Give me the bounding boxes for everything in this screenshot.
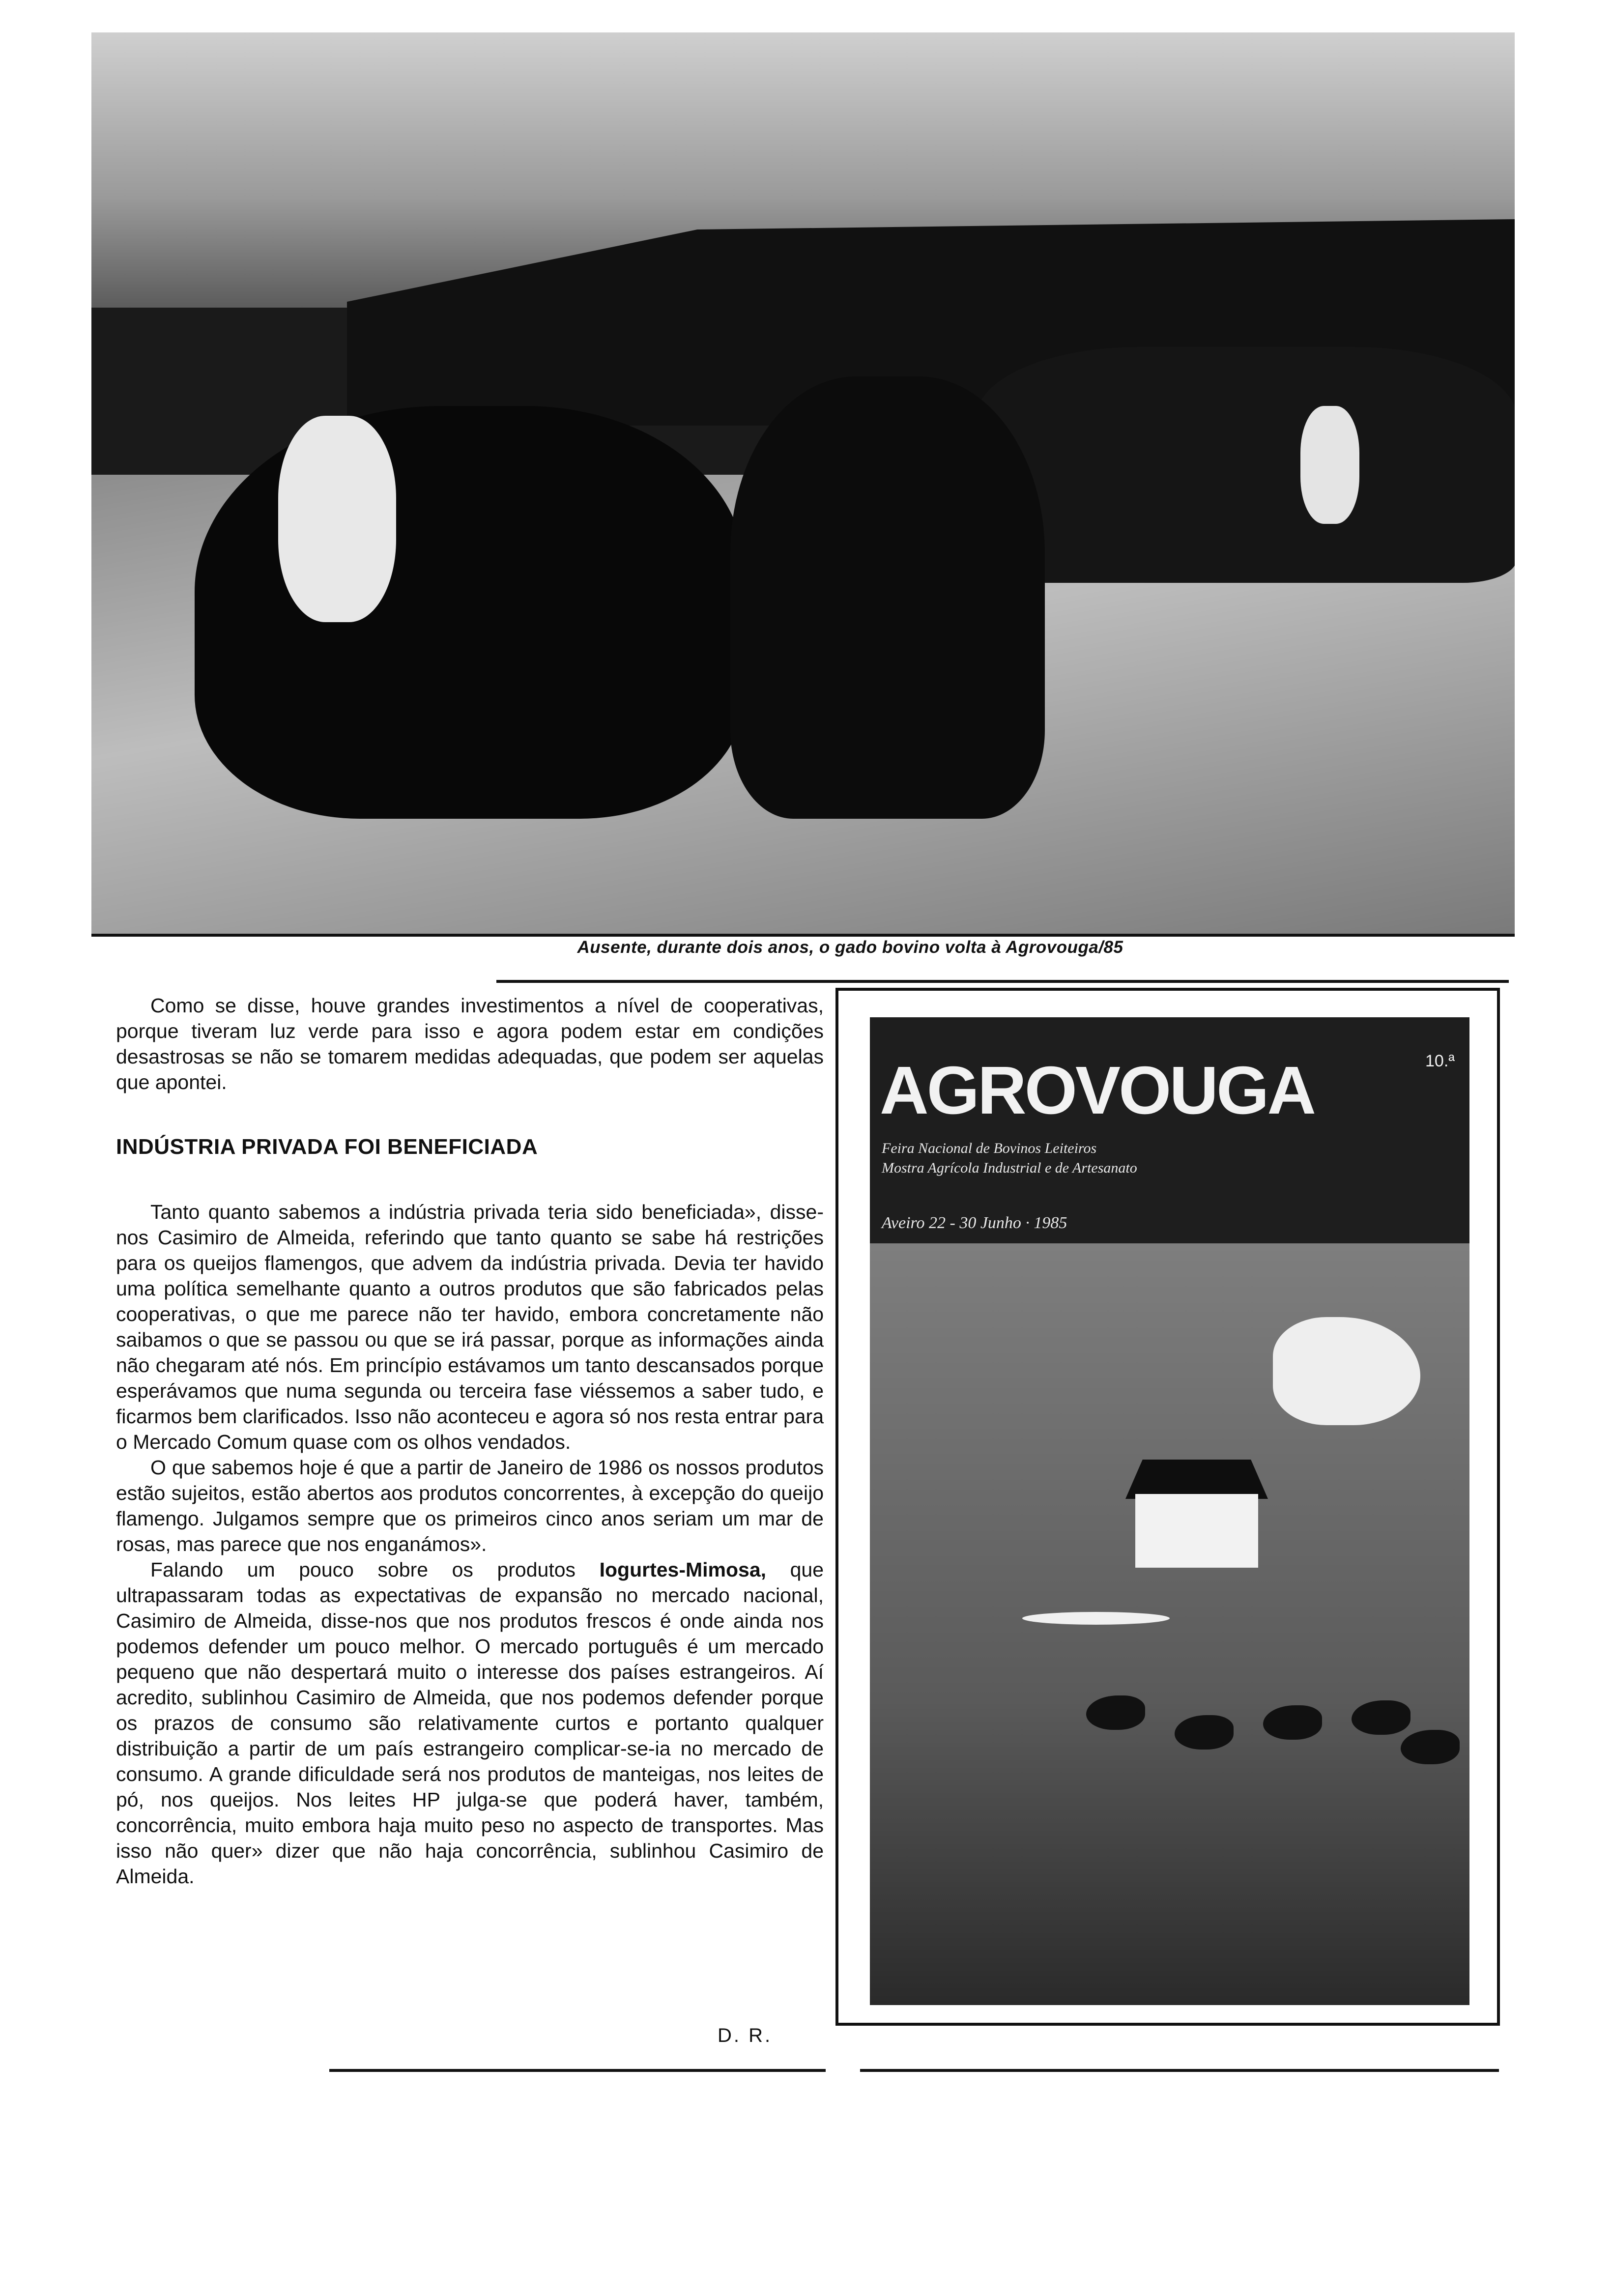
cattle-photo (91, 32, 1515, 937)
bird-icon (1263, 1705, 1322, 1740)
poster-subtitle-line-2: Mostra Agrícola Industrial e de Artesanato (882, 1160, 1137, 1176)
bird-icon (1175, 1715, 1234, 1750)
bottom-divider-right (860, 2069, 1499, 2072)
bird-icon (1352, 1700, 1410, 1735)
boat-illustration (1022, 1612, 1170, 1625)
article-paragraph-2: O que sabemos hoje é que a partir de Janeiro de 1986 os nossos produtos estão sujeitos, estão abertos aos produtos concorrentes, à excepção do queijo flamengo. Julgamos sempre que os primeiros cinco anos seriam um mar de rosas, mas parece que nos enganámos». (116, 1456, 824, 1555)
poster-subtitle-line-1: Feira Nacional de Bovinos Leiteiros (882, 1140, 1097, 1156)
photo-caption: Ausente, durante dois anos, o gado bovino volta à Agrovouga/85 (577, 938, 1123, 957)
house-roof (1125, 1460, 1268, 1499)
poster-title: AGROVOUGA (880, 1053, 1315, 1128)
poster-year: 1985 (1034, 1214, 1067, 1232)
agrovouga-poster (870, 1017, 1469, 2005)
poster-dates: Aveiro 22 - 30 Junho · 1985 (882, 1214, 1067, 1232)
caption-divider (496, 980, 1509, 983)
house-illustration (1135, 1494, 1258, 1568)
article-paragraph-1: Tanto quanto sabemos a indústria privada teria sido beneficiada», disse-nos Casimiro de Almeida, referindo que tanto quanto se sabe há restrições para os queijos flamengos, que advem da indústria privada. Devia ter havido uma política semelhante quanto a outros produtos que são fabricados pelas cooperativas, o que me parece não ter havido, embora concretamente não saibamos o que se passou ou que se irá passar, porque as informações ainda não chegaram até nós. Em princípio estávamos um tanto descansados porque esperávamos que numa segunda ou terceira fase viéssemos a saber tudo, e ficarmos bem clarificados. Isso não aconteceu e agora só nos resta entrar para o Mercado Comum quase com os olhos vendados. (116, 1201, 824, 1453)
paragraph-3-start: Falando um pouco sobre os produtos (150, 1558, 600, 1581)
article-intro: Como se disse, houve grandes investimentos a nível de cooperativas, porque tiveram luz verde para isso e agora podem estar em condições desastrosas se não se tomarem medidas adequadas, que podem ser aquelas que apontei. (116, 994, 824, 1093)
author-initials: D. R. (718, 2025, 773, 2046)
bird-icon (1086, 1695, 1145, 1730)
article-paragraph-3 (116, 1557, 824, 1889)
product-name: Iogurtes-Mimosa, (599, 1558, 767, 1581)
section-heading: INDÚSTRIA PRIVADA FOI BENEFICIADA (116, 1135, 538, 1159)
bottom-divider-left (329, 2069, 826, 2072)
poster-edition: 10.ª (1425, 1052, 1455, 1070)
poster-date-range: Aveiro 22 - 30 Junho (882, 1214, 1021, 1232)
bird-icon (1401, 1730, 1460, 1764)
article-body (116, 993, 824, 1889)
paragraph-3-end: que ultrapassaram todas as expectativas de expansão no mercado nacional, Casimiro de Almeida, disse-nos que nos produtos frescos é onde ainda nos podemos defender um pouco melhor. O mercado português é um mercado pequeno que não despertará muito o interesse dos países estrangeiros. Aí acredito, sublinhou Casimiro de Almeida, que nos podemos defender porque os prazos de consumo são relativamente curtos e portanto qualquer distribuição a partir de um país estrangeiro complicar-se-ia no mercado de consumo. A grande dificuldade será nos produtos de manteigas, nos leites de pó, nos queijos. Nos leites HP julga-se que poderá haver, também, concorrência, muito embora haja muito peso no aspecto de transportes. Mas isso não quer» dizer que não haja concorrência, sublinhou Casimiro de Almeida. (116, 1558, 824, 1888)
